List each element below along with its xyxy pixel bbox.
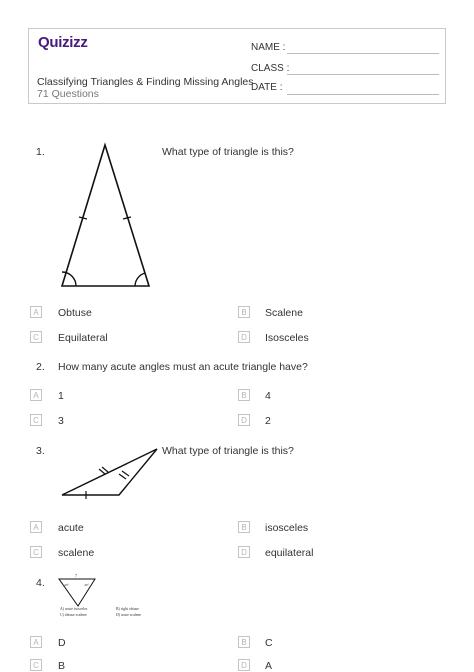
option-d-text: Isosceles	[265, 332, 309, 344]
option-a-text: D	[58, 637, 66, 649]
question-number: 1.	[36, 146, 45, 158]
option-c-text: scalene	[58, 547, 95, 559]
obtuse-triangle-figure	[58, 444, 162, 500]
option-d-text: 2	[265, 415, 271, 427]
option-d-box[interactable]: D	[238, 659, 250, 671]
option-a-box[interactable]: A	[30, 636, 42, 648]
class-label: CLASS :	[251, 63, 290, 74]
option-a-box[interactable]: A	[30, 389, 42, 401]
option-b-box[interactable]: B	[238, 521, 250, 533]
choice-b-label: B) right obtuse	[116, 607, 139, 611]
question-text: What type of triangle is this?	[162, 146, 294, 158]
class-field[interactable]	[287, 74, 439, 75]
option-a-box[interactable]: A	[30, 521, 42, 533]
question-text: What type of triangle is this?	[162, 445, 294, 457]
name-field[interactable]	[287, 53, 439, 54]
option-d-box[interactable]: D	[238, 331, 250, 343]
option-c-box[interactable]: C	[30, 659, 42, 671]
isosceles-triangle-figure	[58, 140, 158, 292]
angle-left-label: 40°	[64, 583, 69, 587]
question-number: 4.	[36, 577, 45, 589]
date-field[interactable]	[287, 94, 439, 95]
question-count: 71 Questions	[37, 88, 99, 100]
triangle-classification-figure	[56, 572, 160, 624]
option-d-box[interactable]: D	[238, 414, 250, 426]
question-number: 3.	[36, 445, 45, 457]
question-text: How many acute angles must an acute triangle have?	[58, 361, 308, 373]
option-a-text: 1	[58, 390, 64, 402]
choice-c-label: C) obtuse scalene	[60, 613, 87, 617]
name-label: NAME :	[251, 42, 286, 53]
quizizz-logo: Quizizz	[38, 34, 88, 51]
option-d-box[interactable]: D	[238, 546, 250, 558]
worksheet-title: Classifying Triangles & Finding Missing Angles	[37, 76, 254, 88]
option-c-text: Equilateral	[58, 332, 108, 344]
option-b-box[interactable]: B	[238, 636, 250, 648]
option-b-text: C	[265, 637, 273, 649]
question-number: 2.	[36, 361, 45, 373]
angle-top-label: 7	[75, 573, 77, 578]
worksheet-header	[28, 28, 446, 104]
option-b-box[interactable]: B	[238, 306, 250, 318]
option-b-text: Scalene	[265, 307, 303, 319]
option-c-box[interactable]: C	[30, 331, 42, 343]
option-b-text: isosceles	[265, 522, 309, 534]
option-c-text: B	[58, 660, 66, 672]
choice-a-label: A) acute isosceles	[60, 607, 88, 611]
choice-d-label: D) acute scalene	[116, 613, 142, 617]
option-c-text: 3	[58, 415, 64, 427]
angle-right-label: 40°	[84, 583, 89, 587]
option-c-box[interactable]: C	[30, 414, 42, 426]
option-b-text: 4	[265, 390, 271, 402]
option-d-text: A	[265, 660, 273, 672]
option-c-box[interactable]: C	[30, 546, 42, 558]
option-a-text: acute	[58, 522, 84, 534]
option-b-box[interactable]: B	[238, 389, 250, 401]
date-label: DATE :	[251, 82, 283, 93]
option-a-text: Obtuse	[58, 307, 92, 319]
option-d-text: equilateral	[265, 547, 314, 559]
option-a-box[interactable]: A	[30, 306, 42, 318]
